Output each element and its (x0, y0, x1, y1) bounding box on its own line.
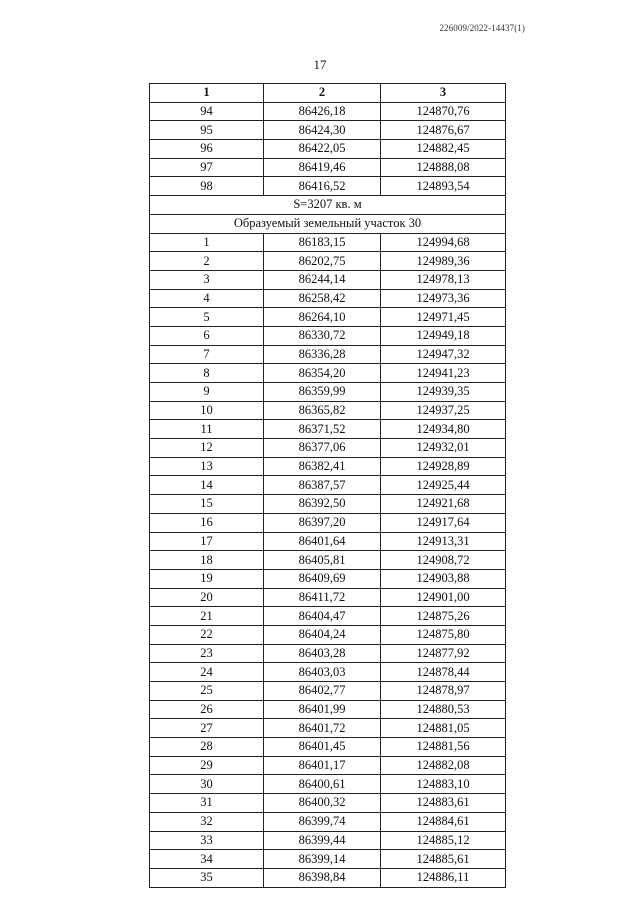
x-coordinate-cell: 86424,30 (264, 121, 381, 140)
point-number-cell: 24 (150, 663, 264, 682)
table-row (150, 663, 506, 682)
x-coordinate-cell: 86422,05 (264, 140, 381, 159)
x-coordinate-cell: 86397,20 (264, 513, 381, 532)
x-coordinate-cell: 86401,17 (264, 756, 381, 775)
table-row (150, 233, 506, 252)
y-coordinate-cell: 124928,89 (381, 457, 506, 476)
point-number-cell: 32 (150, 812, 264, 831)
point-number-cell: 29 (150, 756, 264, 775)
y-coordinate-cell: 124880,53 (381, 700, 506, 719)
table-row (150, 476, 506, 495)
point-number-cell: 13 (150, 457, 264, 476)
x-coordinate-cell: 86392,50 (264, 495, 381, 514)
x-coordinate-cell: 86202,75 (264, 252, 381, 271)
table-row (150, 644, 506, 663)
column-header: 1 (150, 84, 264, 103)
point-number-cell: 12 (150, 439, 264, 458)
x-coordinate-cell: 86336,28 (264, 345, 381, 364)
rows-after-group (150, 233, 506, 887)
point-number-cell: 5 (150, 308, 264, 327)
table-row (150, 401, 506, 420)
y-coordinate-cell: 124886,11 (381, 868, 506, 887)
x-coordinate-cell: 86244,14 (264, 270, 381, 289)
table-row (150, 345, 506, 364)
x-coordinate-cell: 86401,72 (264, 719, 381, 738)
y-coordinate-cell: 124882,45 (381, 140, 506, 159)
rows-before-group (150, 102, 506, 195)
point-number-cell: 11 (150, 420, 264, 439)
x-coordinate-cell: 86403,03 (264, 663, 381, 682)
x-coordinate-cell: 86399,44 (264, 831, 381, 850)
table-row (150, 700, 506, 719)
table-row (150, 756, 506, 775)
point-number-cell: 28 (150, 738, 264, 757)
section-row (150, 214, 506, 233)
point-number-cell: 2 (150, 252, 264, 271)
table-row (150, 158, 506, 177)
point-number-cell: 27 (150, 719, 264, 738)
point-number-cell: 1 (150, 233, 264, 252)
point-number-cell: 4 (150, 289, 264, 308)
table-row (150, 569, 506, 588)
table-row (150, 140, 506, 159)
page-number: 17 (313, 57, 327, 72)
y-coordinate-cell: 124875,26 (381, 607, 506, 626)
y-coordinate-cell: 124903,88 (381, 569, 506, 588)
table-row (150, 775, 506, 794)
y-coordinate-cell: 124989,36 (381, 252, 506, 271)
y-coordinate-cell: 124925,44 (381, 476, 506, 495)
y-coordinate-cell: 124994,68 (381, 233, 506, 252)
table-row (150, 513, 506, 532)
x-coordinate-cell: 86371,52 (264, 420, 381, 439)
point-number-cell: 8 (150, 364, 264, 383)
section-title: Образуемый земельный участок 30 (150, 214, 506, 233)
x-coordinate-cell: 86382,41 (264, 457, 381, 476)
area-label: S=3207 кв. м (150, 196, 506, 215)
y-coordinate-cell: 124921,68 (381, 495, 506, 514)
table-row (150, 588, 506, 607)
y-coordinate-cell: 124878,97 (381, 682, 506, 701)
y-coordinate-cell: 124885,61 (381, 850, 506, 869)
x-coordinate-cell: 86411,72 (264, 588, 381, 607)
point-number-cell: 19 (150, 569, 264, 588)
table-row (150, 383, 506, 402)
table-row (150, 625, 506, 644)
table-row (150, 831, 506, 850)
x-coordinate-cell: 86404,47 (264, 607, 381, 626)
point-number-cell: 6 (150, 326, 264, 345)
x-coordinate-cell: 86365,82 (264, 401, 381, 420)
point-number-cell: 20 (150, 588, 264, 607)
table-row (150, 794, 506, 813)
table-row (150, 457, 506, 476)
point-number-cell: 26 (150, 700, 264, 719)
table-row (150, 682, 506, 701)
point-number-cell: 98 (150, 177, 264, 196)
x-coordinate-cell: 86405,81 (264, 551, 381, 570)
table-row (150, 738, 506, 757)
y-coordinate-cell: 124882,08 (381, 756, 506, 775)
table-row (150, 719, 506, 738)
table-row (150, 495, 506, 514)
x-coordinate-cell: 86377,06 (264, 439, 381, 458)
table-row (150, 177, 506, 196)
y-coordinate-cell: 124876,67 (381, 121, 506, 140)
x-coordinate-cell: 86409,69 (264, 569, 381, 588)
table-row (150, 850, 506, 869)
table-row (150, 532, 506, 551)
point-number-cell: 30 (150, 775, 264, 794)
y-coordinate-cell: 124901,00 (381, 588, 506, 607)
y-coordinate-cell: 124913,31 (381, 532, 506, 551)
x-coordinate-cell: 86403,28 (264, 644, 381, 663)
x-coordinate-cell: 86404,24 (264, 625, 381, 644)
y-coordinate-cell: 124877,92 (381, 644, 506, 663)
x-coordinate-cell: 86419,46 (264, 158, 381, 177)
table-row (150, 812, 506, 831)
x-coordinate-cell: 86354,20 (264, 364, 381, 383)
x-coordinate-cell: 86399,74 (264, 812, 381, 831)
table-row (150, 121, 506, 140)
point-number-cell: 22 (150, 625, 264, 644)
y-coordinate-cell: 124884,61 (381, 812, 506, 831)
point-number-cell: 33 (150, 831, 264, 850)
x-coordinate-cell: 86258,42 (264, 289, 381, 308)
x-coordinate-cell: 86416,52 (264, 177, 381, 196)
table-row (150, 289, 506, 308)
point-number-cell: 34 (150, 850, 264, 869)
x-coordinate-cell: 86398,84 (264, 868, 381, 887)
x-coordinate-cell: 86401,99 (264, 700, 381, 719)
table-row (150, 364, 506, 383)
y-coordinate-cell: 124971,45 (381, 308, 506, 327)
column-header: 2 (264, 84, 381, 103)
table-row (150, 252, 506, 271)
column-header: 3 (381, 84, 506, 103)
y-coordinate-cell: 124881,56 (381, 738, 506, 757)
point-number-cell: 96 (150, 140, 264, 159)
y-coordinate-cell: 124932,01 (381, 439, 506, 458)
y-coordinate-cell: 124973,36 (381, 289, 506, 308)
table-row (150, 868, 506, 887)
point-number-cell: 21 (150, 607, 264, 626)
table-header-row (150, 84, 506, 103)
x-coordinate-cell: 86426,18 (264, 102, 381, 121)
y-coordinate-cell: 124941,23 (381, 364, 506, 383)
x-coordinate-cell: 86399,14 (264, 850, 381, 869)
x-coordinate-cell: 86264,10 (264, 308, 381, 327)
y-coordinate-cell: 124885,12 (381, 831, 506, 850)
y-coordinate-cell: 124939,35 (381, 383, 506, 402)
point-number-cell: 3 (150, 270, 264, 289)
y-coordinate-cell: 124881,05 (381, 719, 506, 738)
table-row (150, 420, 506, 439)
document-number: 226009/2022-14437(1) (439, 23, 525, 33)
y-coordinate-cell: 124883,61 (381, 794, 506, 813)
y-coordinate-cell: 124875,80 (381, 625, 506, 644)
point-number-cell: 97 (150, 158, 264, 177)
x-coordinate-cell: 86387,57 (264, 476, 381, 495)
point-number-cell: 95 (150, 121, 264, 140)
point-number-cell: 25 (150, 682, 264, 701)
y-coordinate-cell: 124878,44 (381, 663, 506, 682)
point-number-cell: 10 (150, 401, 264, 420)
x-coordinate-cell: 86359,99 (264, 383, 381, 402)
point-number-cell: 94 (150, 102, 264, 121)
y-coordinate-cell: 124917,64 (381, 513, 506, 532)
y-coordinate-cell: 124949,18 (381, 326, 506, 345)
y-coordinate-cell: 124888,08 (381, 158, 506, 177)
y-coordinate-cell: 124883,10 (381, 775, 506, 794)
area-group (150, 196, 506, 233)
y-coordinate-cell: 124934,80 (381, 420, 506, 439)
point-number-cell: 15 (150, 495, 264, 514)
coordinates-table (149, 83, 506, 888)
y-coordinate-cell: 124947,32 (381, 345, 506, 364)
x-coordinate-cell: 86330,72 (264, 326, 381, 345)
point-number-cell: 14 (150, 476, 264, 495)
area-row (150, 196, 506, 215)
table-row (150, 551, 506, 570)
table-row (150, 439, 506, 458)
x-coordinate-cell: 86400,32 (264, 794, 381, 813)
point-number-cell: 7 (150, 345, 264, 364)
point-number-cell: 9 (150, 383, 264, 402)
y-coordinate-cell: 124893,54 (381, 177, 506, 196)
point-number-cell: 17 (150, 532, 264, 551)
point-number-cell: 23 (150, 644, 264, 663)
table-row (150, 270, 506, 289)
point-number-cell: 31 (150, 794, 264, 813)
table-row (150, 102, 506, 121)
x-coordinate-cell: 86401,64 (264, 532, 381, 551)
table-row (150, 308, 506, 327)
x-coordinate-cell: 86183,15 (264, 233, 381, 252)
point-number-cell: 18 (150, 551, 264, 570)
x-coordinate-cell: 86400,61 (264, 775, 381, 794)
y-coordinate-cell: 124908,72 (381, 551, 506, 570)
point-number-cell: 35 (150, 868, 264, 887)
x-coordinate-cell: 86401,45 (264, 738, 381, 757)
y-coordinate-cell: 124870,76 (381, 102, 506, 121)
x-coordinate-cell: 86402,77 (264, 682, 381, 701)
y-coordinate-cell: 124978,13 (381, 270, 506, 289)
table-row (150, 607, 506, 626)
point-number-cell: 16 (150, 513, 264, 532)
table-row (150, 326, 506, 345)
y-coordinate-cell: 124937,25 (381, 401, 506, 420)
